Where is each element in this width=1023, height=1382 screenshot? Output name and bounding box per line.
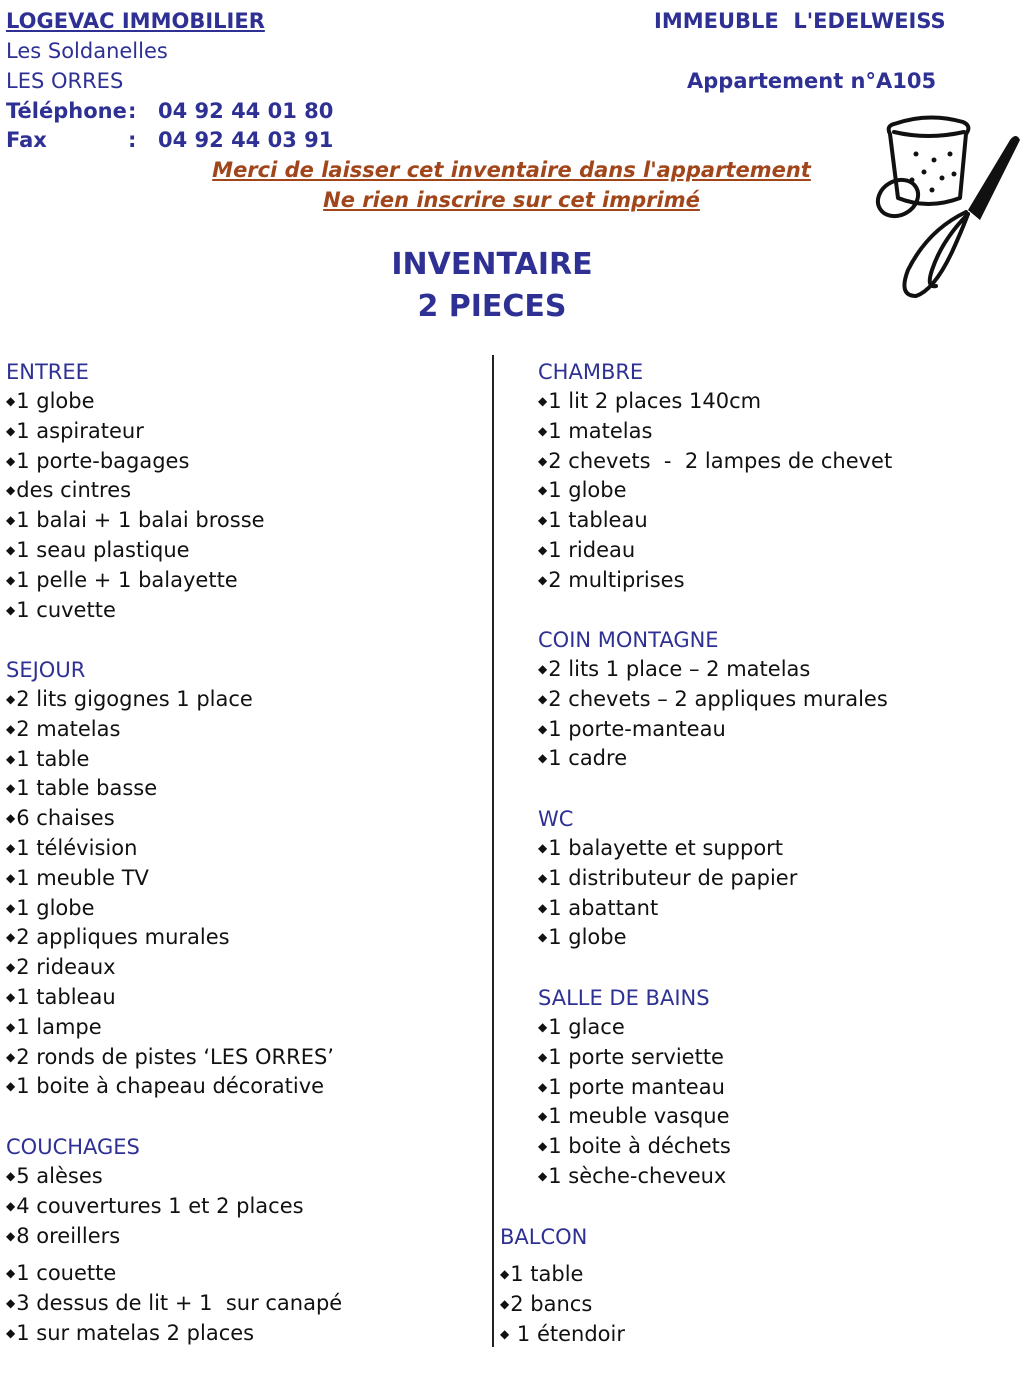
- inventory-item: [538, 834, 797, 864]
- item-text: 1 porte-manteau: [548, 716, 726, 741]
- bullet-icon: ◆: [6, 1325, 16, 1340]
- apartment-number: Appartement n°A105: [687, 69, 937, 93]
- bullet-icon: ◆: [6, 423, 16, 438]
- notice-do-not-write: Ne rien inscrire sur cet imprimé: [323, 188, 700, 212]
- bullet-icon: ◆: [6, 751, 16, 766]
- section-heading: WC: [538, 807, 574, 831]
- item-text: 1 meuble vasque: [548, 1104, 730, 1129]
- bullet-icon: ◆: [6, 1049, 16, 1064]
- item-text: 1 globe: [16, 389, 95, 413]
- inventory-item: [538, 864, 797, 894]
- item-list: [6, 387, 265, 625]
- bullet-icon: ◆: [538, 900, 548, 915]
- item-text: 1 pelle + 1 balayette: [16, 567, 238, 592]
- inventory-item: [6, 804, 334, 834]
- bullet-icon: ◆: [6, 930, 16, 945]
- inventory-item: [6, 1222, 342, 1252]
- item-text: 1 couette: [16, 1261, 117, 1286]
- item-text: 2 appliques murales: [16, 925, 230, 950]
- bullet-icon: ◆: [538, 1109, 548, 1124]
- section-heading: CHAMBRE: [538, 360, 644, 384]
- bullet-icon: ◆: [6, 1266, 16, 1281]
- bullet-icon: ◆: [6, 513, 16, 528]
- bullet-icon: ◆: [6, 900, 16, 915]
- bullet-icon: ◆: [6, 1228, 16, 1243]
- inventory-item: [6, 566, 265, 596]
- item-text: 1 sur matelas 2 places: [16, 1320, 255, 1345]
- inventory-item: [6, 1192, 342, 1222]
- item-text: 1 distributeur de papier: [548, 865, 798, 890]
- inventory-item: [538, 1102, 731, 1132]
- item-text: 1 table basse: [16, 776, 158, 801]
- inventory-item: [538, 447, 892, 477]
- item-text: 1 boite à déchets: [548, 1134, 731, 1159]
- section-chambre: [538, 357, 892, 596]
- section-couchages: [6, 1132, 342, 1349]
- section-balcon: [500, 1222, 625, 1349]
- inventory-item: [500, 1320, 625, 1350]
- item-list: [500, 1260, 625, 1349]
- inventory-item: [6, 387, 265, 417]
- item-list: [538, 655, 888, 774]
- inventory-item: [6, 894, 334, 924]
- inventory-item: [6, 864, 334, 894]
- item-text: 1 rideau: [548, 537, 636, 562]
- fax-separator: :: [128, 128, 137, 152]
- inventory-item: [538, 536, 892, 566]
- inventory-item: [6, 1162, 342, 1192]
- item-text: 1 globe: [16, 895, 95, 920]
- item-text: 1 télévision: [16, 835, 138, 860]
- bullet-icon: ◆: [6, 811, 16, 826]
- item-text: 4 couvertures 1 et 2 places: [16, 1193, 304, 1218]
- item-text: 1 porte serviette: [548, 1044, 724, 1069]
- inventory-item: [6, 685, 334, 715]
- item-text: 1 sèche-cheveux: [548, 1163, 727, 1188]
- item-text: 1 balai + 1 balai brosse: [16, 508, 265, 533]
- inventory-item: [538, 894, 797, 924]
- inventory-item: [6, 596, 265, 626]
- bullet-icon: ◆: [6, 394, 16, 408]
- item-text: 1 lit 2 places 140cm: [548, 389, 762, 413]
- inventory-item: [538, 923, 797, 953]
- bullet-icon: ◆: [6, 1169, 16, 1183]
- item-text: 1 globe: [548, 925, 627, 950]
- item-text: 2 lits 1 place – 2 matelas: [548, 657, 811, 681]
- bullet-icon: ◆: [538, 483, 548, 498]
- inventory-item: [538, 1073, 731, 1103]
- inventory-item: [6, 715, 334, 745]
- inventory-item: [538, 685, 888, 715]
- item-text: 1 étendoir: [510, 1321, 625, 1346]
- item-text: 2 bancs: [510, 1291, 593, 1316]
- bullet-icon: ◆: [6, 453, 16, 468]
- inventory-item: [538, 1132, 731, 1162]
- bullet-icon: ◆: [6, 1198, 16, 1213]
- inventory-item: [6, 774, 334, 804]
- item-text: 2 lits gigognes 1 place: [16, 687, 253, 711]
- item-text: 1 table: [510, 1262, 584, 1286]
- phone-separator: :: [128, 99, 137, 123]
- inventory-item: [6, 834, 334, 864]
- item-text: 5 alèses: [16, 1164, 103, 1188]
- section-heading: SEJOUR: [6, 658, 86, 682]
- bullet-icon: ◆: [6, 542, 16, 557]
- phone-number: 04 92 44 01 80: [158, 99, 334, 123]
- item-text: 2 rideaux: [16, 955, 116, 980]
- section-salle-de-bains: [538, 983, 731, 1192]
- bullet-icon: ◆: [538, 453, 548, 468]
- column-divider: [492, 355, 494, 1347]
- residence-name: Les Soldanelles: [6, 39, 168, 63]
- bullet-icon: ◆: [6, 1079, 16, 1094]
- item-text: 2 chevets - 2 lampes de chevet: [548, 448, 893, 473]
- inventory-item: [6, 506, 265, 536]
- section-heading: ENTREE: [6, 360, 89, 384]
- bullet-icon: ◆: [6, 989, 16, 1004]
- bullet-icon: ◆: [6, 781, 16, 796]
- section-coin-montagne: [538, 625, 888, 774]
- item-text: 1 meuble TV: [16, 865, 149, 890]
- bullet-icon: ◆: [6, 840, 16, 855]
- item-text: 1 cuvette: [16, 597, 116, 622]
- bullet-icon: ◆: [6, 1019, 16, 1034]
- inventory-item: [538, 1043, 731, 1073]
- inventory-item: [500, 1260, 625, 1290]
- section-sejour: [6, 655, 334, 1102]
- item-text: 1 seau plastique: [16, 537, 190, 562]
- inventory-item: [538, 715, 888, 745]
- item-text: 2 multiprises: [548, 567, 685, 592]
- bullet-icon: ◆: [500, 1296, 510, 1311]
- phone-label: Téléphone: [6, 99, 127, 123]
- building-name: IMMEUBLE L'EDELWEISS: [654, 9, 946, 33]
- inventory-item: [6, 1319, 342, 1349]
- inventory-item: [538, 655, 888, 685]
- inventory-item: [538, 744, 888, 774]
- inventory-item: [538, 476, 892, 506]
- bullet-icon: ◆: [538, 1139, 548, 1154]
- item-list: [6, 685, 334, 1102]
- bullet-icon: ◆: [6, 960, 16, 975]
- bullet-icon: ◆: [538, 751, 548, 766]
- item-text: des cintres: [16, 478, 132, 503]
- town-name: LES ORRES: [6, 69, 124, 93]
- item-text: 1 tableau: [548, 508, 648, 533]
- fax-label: Fax: [6, 128, 47, 152]
- section-heading: SALLE DE BAINS: [538, 986, 710, 1010]
- inventory-item: [6, 1013, 334, 1043]
- bullet-icon: ◆: [6, 483, 16, 498]
- inventory-item: [6, 1043, 334, 1073]
- inventory-item: [6, 536, 265, 566]
- bullet-icon: ◆: [6, 721, 16, 736]
- inventory-item: [6, 1072, 334, 1102]
- section-heading: COUCHAGES: [6, 1135, 140, 1159]
- section-heading: COIN MONTAGNE: [538, 628, 719, 652]
- bullet-icon: ◆: [538, 841, 548, 855]
- section-entree: [6, 357, 265, 625]
- item-list: [538, 834, 797, 953]
- bullet-icon: ◆: [6, 1296, 16, 1311]
- page-subtitle: 2 PIECES: [417, 289, 567, 324]
- item-text: 1 abattant: [548, 895, 659, 920]
- inventory-item: [538, 417, 892, 447]
- bullet-icon: ◆: [538, 394, 548, 408]
- inventory-item: [6, 476, 265, 506]
- item-text: 1 table: [16, 746, 90, 771]
- item-text: 1 aspirateur: [16, 418, 144, 443]
- inventory-item: [6, 447, 265, 477]
- item-text: 1 glace: [548, 1015, 625, 1039]
- bullet-icon: ◆: [538, 1049, 548, 1064]
- inventory-item: [538, 387, 892, 417]
- bullet-icon: ◆: [538, 721, 548, 736]
- agency-name: LOGEVAC IMMOBILIER: [6, 9, 265, 33]
- item-list: [538, 387, 892, 596]
- bullet-icon: ◆: [538, 513, 548, 528]
- item-text: 2 matelas: [16, 716, 121, 741]
- inventory-item: [6, 745, 334, 775]
- item-list: [6, 1162, 342, 1349]
- bullet-icon: ◆: [6, 870, 16, 885]
- item-text: 6 chaises: [16, 806, 115, 831]
- section-heading: BALCON: [500, 1225, 588, 1249]
- bullet-icon: ◆: [538, 691, 548, 706]
- item-text: 1 globe: [548, 478, 627, 503]
- inventory-item: [500, 1290, 625, 1320]
- inventory-item: [6, 1289, 342, 1319]
- item-text: 1 matelas: [548, 418, 653, 443]
- bullet-icon: ◆: [538, 423, 548, 438]
- bullet-icon: ◆: [6, 602, 16, 617]
- notice-leave-inventory: Merci de laisser cet inventaire dans l'appartement: [212, 158, 811, 182]
- page-title: INVENTAIRE: [391, 247, 593, 282]
- bullet-icon: ◆: [538, 1020, 548, 1034]
- inventory-item: [538, 506, 892, 536]
- item-text: 1 boite à chapeau décorative: [16, 1074, 325, 1099]
- item-text: 2 ronds de pistes ‘LES ORRES’: [16, 1044, 334, 1069]
- item-text: 1 tableau: [16, 984, 116, 1009]
- bullet-icon: ◆: [538, 572, 548, 587]
- bullet-icon: ◆: [6, 692, 16, 706]
- item-text: 3 dessus de lit + 1 sur canapé: [16, 1291, 343, 1316]
- item-text: 2 chevets – 2 appliques murales: [548, 686, 888, 711]
- inventory-item: [6, 953, 334, 983]
- item-text: 1 cadre: [548, 746, 628, 771]
- bullet-icon: ◆: [538, 1079, 548, 1094]
- bullet-icon: ◆: [6, 572, 16, 587]
- inventory-item: [6, 923, 334, 953]
- bullet-icon: ◆: [538, 870, 548, 885]
- inventory-item: [538, 566, 892, 596]
- item-text: 1 balayette et support: [548, 836, 784, 860]
- inventory-item: [6, 417, 265, 447]
- inventory-item: [6, 983, 334, 1013]
- inventory-item: [6, 1259, 342, 1289]
- bullet-icon: ◆: [538, 930, 548, 945]
- item-list: [538, 1013, 731, 1192]
- bullet-icon: ◆: [500, 1267, 510, 1281]
- section-wc: [538, 804, 797, 953]
- bullet-icon: ◆: [538, 662, 548, 676]
- item-text: 1 porte manteau: [548, 1074, 725, 1099]
- bullet-icon: ◆: [538, 1168, 548, 1183]
- bullet-icon: ◆: [500, 1326, 510, 1341]
- item-text: 1 lampe: [16, 1014, 102, 1039]
- item-text: 8 oreillers: [16, 1223, 121, 1248]
- item-text: 1 porte-bagages: [16, 448, 190, 473]
- inventory-item: [538, 1162, 731, 1192]
- inventory-item: [538, 1013, 731, 1043]
- bullet-icon: ◆: [538, 542, 548, 557]
- fax-number: 04 92 44 03 91: [158, 128, 334, 152]
